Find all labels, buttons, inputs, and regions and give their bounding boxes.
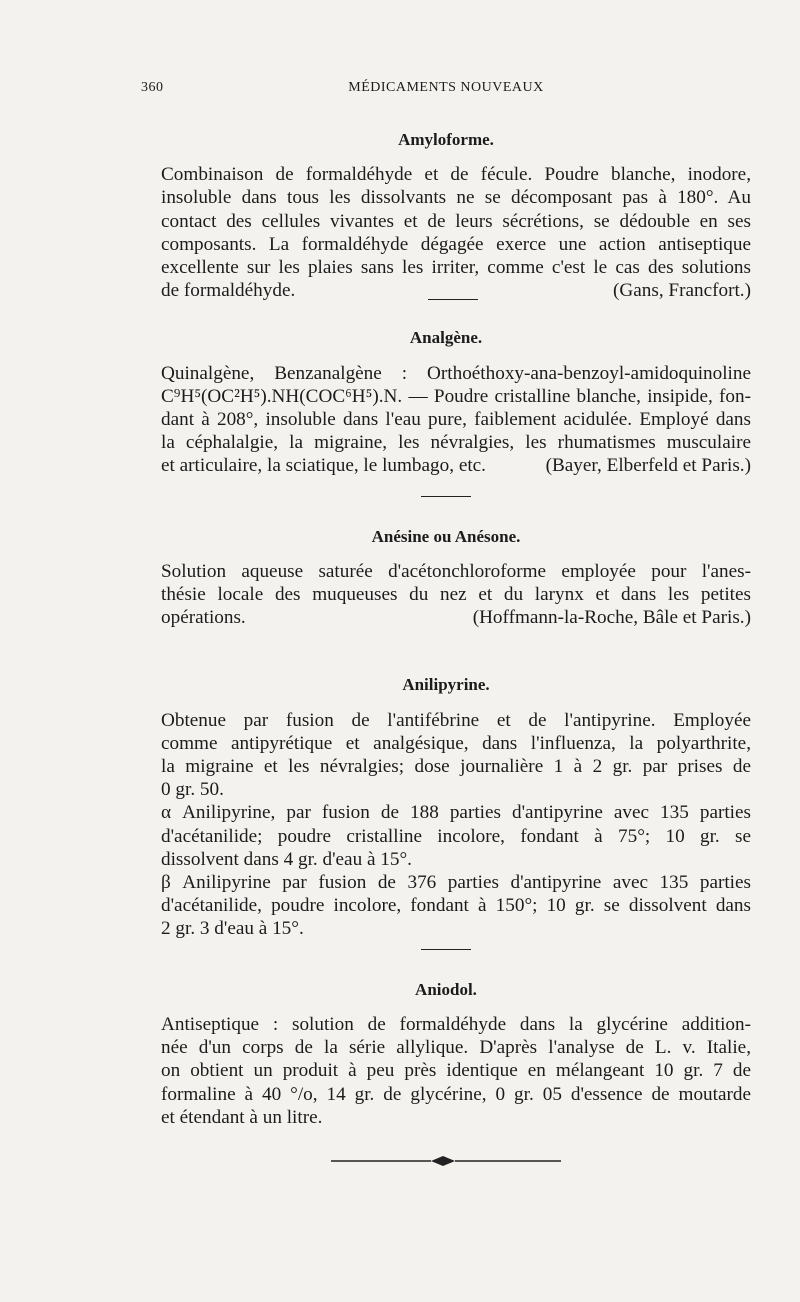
text-line: Combinaison de formaldéhyde et de fécule. Poudre blanche, inodore, (161, 164, 751, 186)
end-ornament (331, 1153, 561, 1169)
text-line: 2 gr. 3 d'eau à 15°. (161, 918, 304, 940)
entry-text-anesine (141, 560, 751, 630)
text-line: la céphalalgie, la migraine, les névralgies, les rhumatismes musculaire (161, 432, 751, 454)
text-line (141, 454, 751, 477)
text-line: formaline à 40 °/o, 14 gr. de glycérine, 0 gr. 05 d'essence de moutarde (161, 1083, 751, 1105)
text-line: contact des cellules vivantes et de leurs sécrétions, se dédouble en ses (161, 210, 751, 232)
text-line: thésie locale des muqueuses du nez et du larynx et dans les petites (161, 584, 751, 606)
text-line: α Anilipyrine, par fusion de 188 parties d'antipyrine avec 135 parties (161, 802, 751, 824)
entry-text-anilipyrine-2 (141, 801, 751, 871)
page-body (141, 128, 751, 1169)
text-line: Obtenue par fusion de l'antifébrine et de l'antipyrine. Employée (161, 709, 751, 731)
text-line-lead: de formaldéhyde. (161, 280, 296, 302)
separator-rule (428, 299, 478, 300)
text-line: β Anilipyrine par fusion de 376 parties d'antipyrine avec 135 parties (161, 872, 751, 894)
text-line: excellente sur les plaies sans les irriter, comme c'est le cas des solutions (161, 257, 751, 279)
text-line: dant à 208°, insoluble dans l'eau pure, faiblement acidulée. Employé dans (161, 409, 751, 431)
text-line: Solution aqueuse saturée d'acétonchloroforme employée pour l'anes- (161, 560, 751, 582)
entry-text-amyloforme (141, 163, 751, 302)
text-line (141, 279, 751, 302)
page-number: 360 (141, 80, 164, 95)
text-line-lead: et articulaire, la sciatique, le lumbago, etc. (161, 455, 486, 477)
text-line: insoluble dans tous les dissolvants ne se décomposant pas à 180°. Au (161, 187, 751, 209)
entry-text-anilipyrine-3 (141, 871, 751, 941)
text-line (141, 606, 751, 629)
text-line: d'acétanilide; poudre cristalline incolore, fondant à 75°; 10 gr. se (161, 825, 751, 847)
text-line: dissolvent dans 4 gr. d'eau à 15°. (161, 848, 412, 870)
entry-signature: (Hoffmann-la-Roche, Bâle et Paris.) (472, 607, 751, 629)
text-line: composants. La formaldéhyde dégagée exerce une action antiseptique (161, 233, 751, 255)
running-head (141, 80, 751, 104)
entry-signature: (Gans, Francfort.) (613, 280, 751, 302)
running-title: MÉDICAMENTS NOUVEAUX (348, 80, 544, 95)
text-line: d'acétanilide, poudre incolore, fondant à 150°; 10 gr. se dissolvent dans (161, 895, 751, 917)
entry-title-anesine: Anésine ou Anésone. (371, 526, 521, 546)
ornament-diamond-rule (331, 1153, 561, 1169)
entry-text-analgene (141, 362, 751, 478)
text-line-lead: opérations. (161, 607, 246, 629)
entry-title-analgene: Analgène. (409, 328, 483, 348)
text-line: Antiseptique : solution de formaldéhyde dans la glycérine addition- (161, 1013, 751, 1035)
text-line: 0 gr. 50. (161, 779, 224, 801)
text-line: la migraine et les névralgies; dose journalière 1 à 2 gr. par prises de (161, 756, 751, 778)
text-line: C⁹H⁵(OC²H⁵).NH(COC⁶H⁵).N. — Poudre cristalline blanche, insipide, fon- (161, 385, 751, 407)
text-line: née d'un corps de la série allylique. D'après l'analyse de L. v. Italie, (161, 1037, 751, 1059)
entry-title-aniodol: Aniodol. (415, 979, 477, 999)
text-line: Quinalgène, Benzanalgène : Orthoéthoxy-ana-benzoyl-amidoquinoline (161, 362, 751, 384)
entry-title-anilipyrine: Anilipyrine. (402, 675, 490, 695)
entry-title-amyloforme: Amyloforme. (398, 130, 494, 149)
entry-text-aniodol (141, 1013, 751, 1129)
entry-signature: (Bayer, Elberfeld et Paris.) (545, 455, 751, 477)
entry-text-anilipyrine-1 (141, 709, 751, 802)
text-line: on obtient un produit à peu près identique en mélangeant 10 gr. 7 de (161, 1060, 751, 1082)
text-line: et étendant à un litre. (161, 1106, 323, 1128)
text-line: comme antipyrétique et analgésique, dans l'influenza, la polyarthrite, (161, 732, 751, 754)
